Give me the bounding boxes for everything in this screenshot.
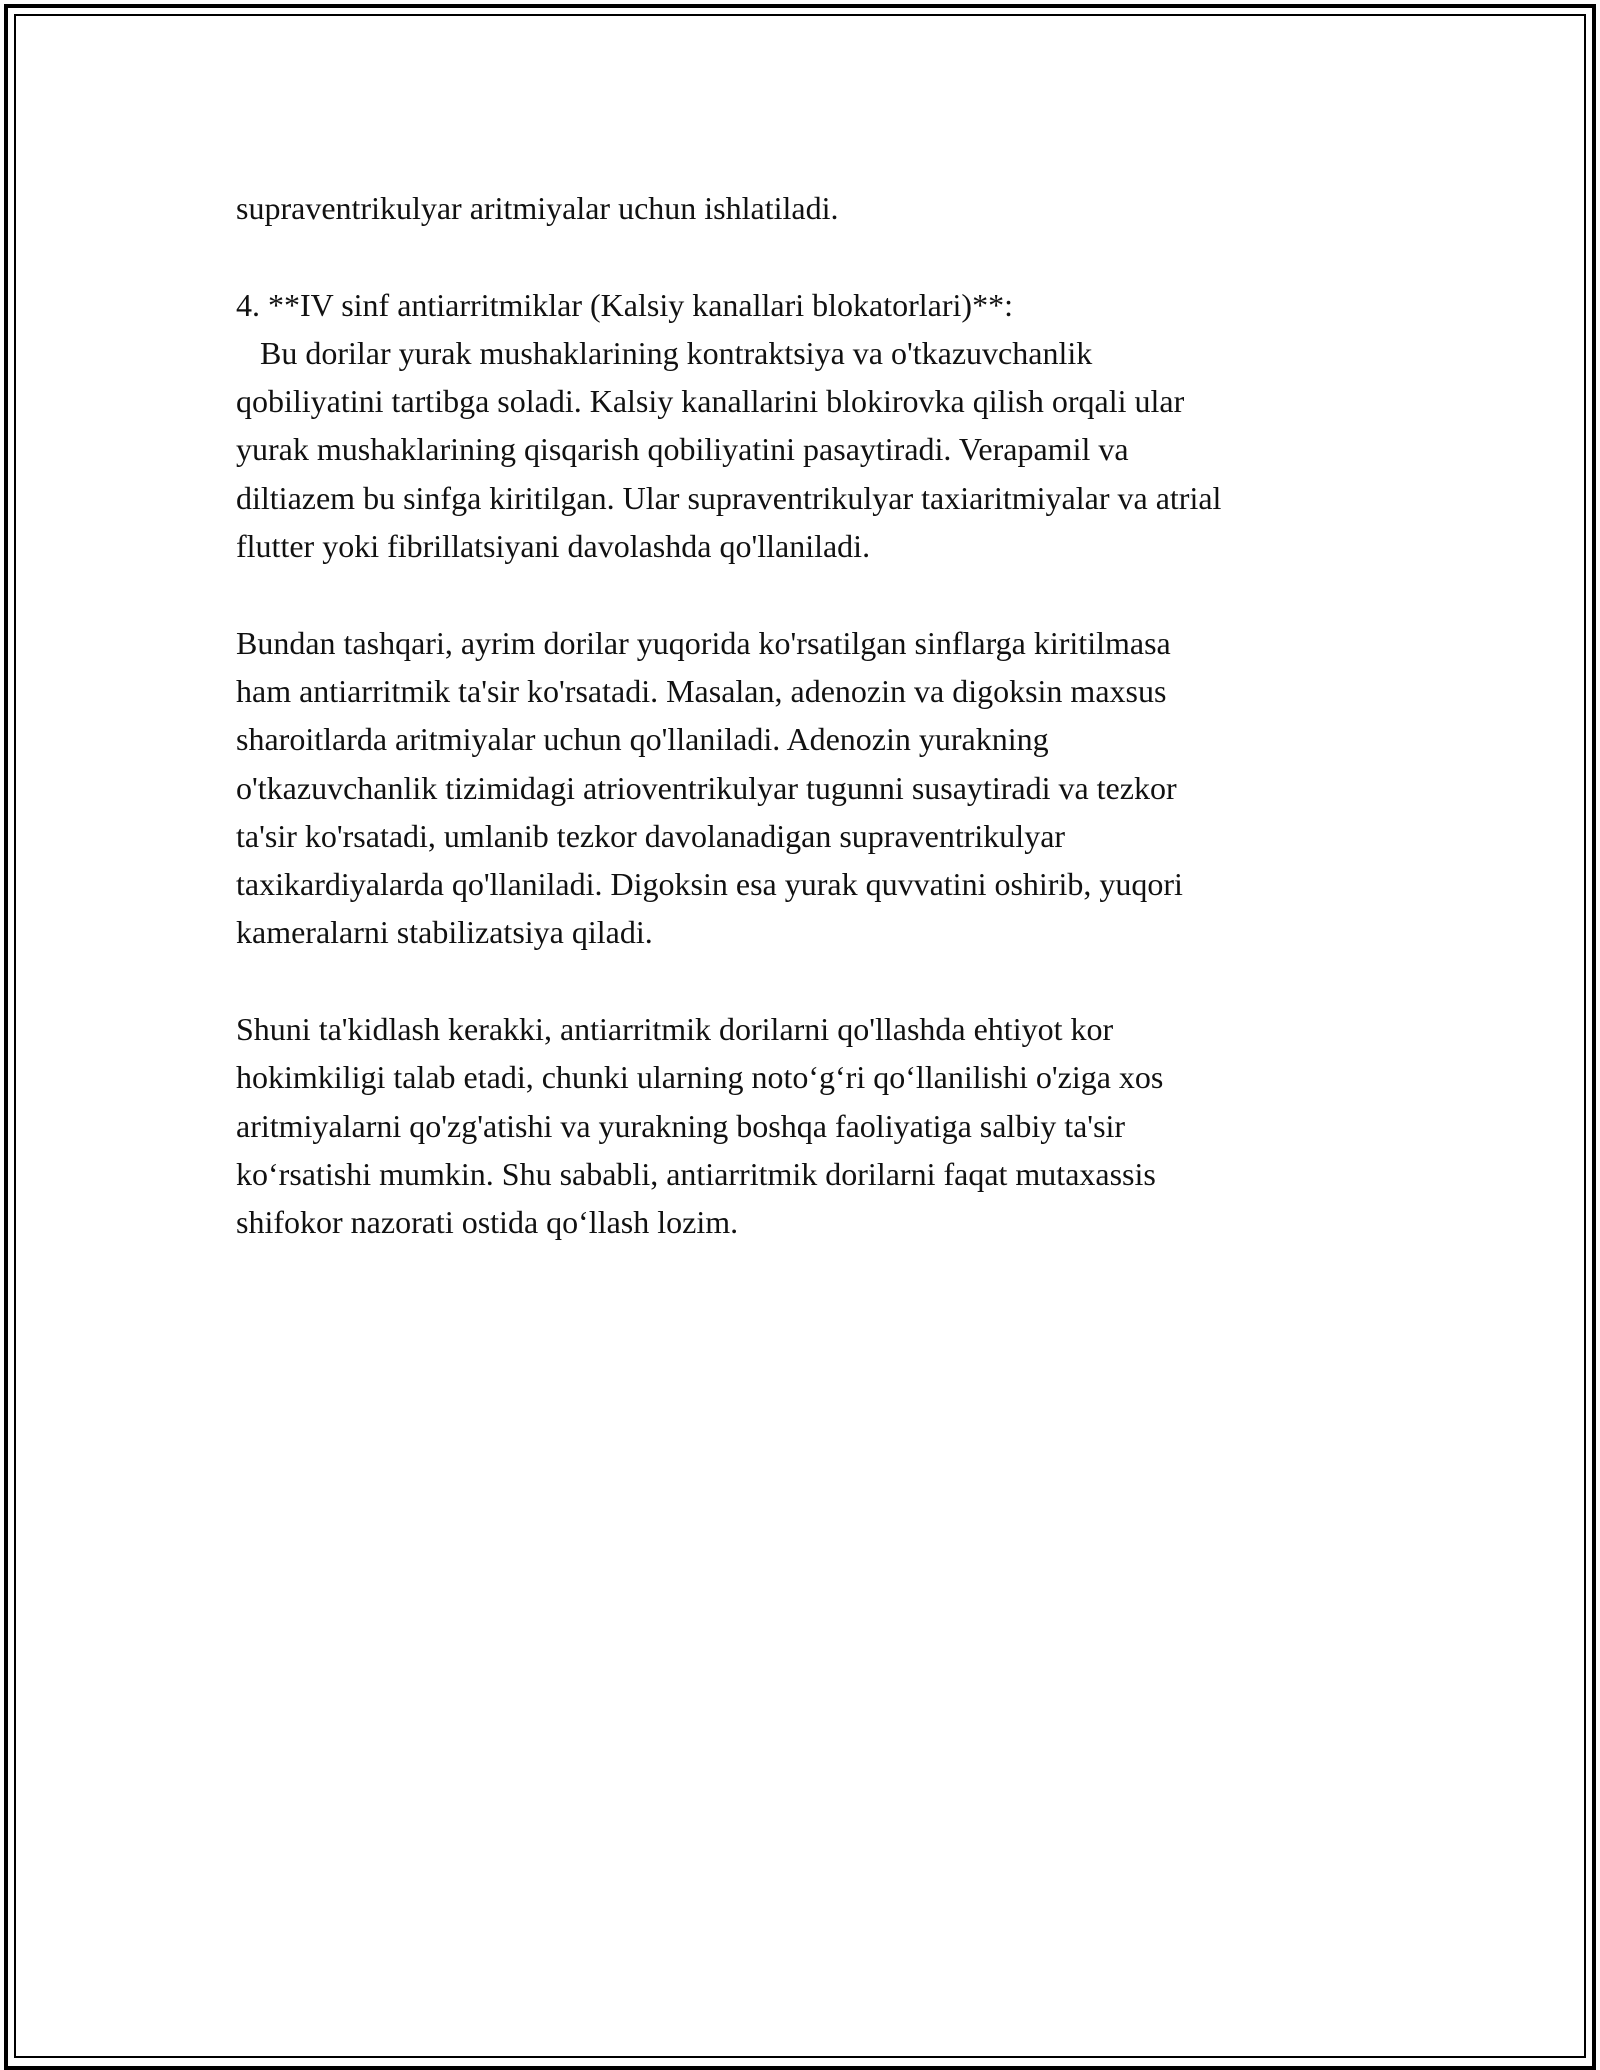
paragraph-conclusion (236, 1005, 1376, 1246)
section-heading: 4. **IV sinf antiarritmiklar (Kalsiy kanallari blokatorlari)**: (236, 286, 1013, 323)
text-line: Bundan tashqari, ayrim dorilar yuqorida ko'rsatilgan sinflarga kiritilmasa (236, 624, 1171, 661)
text-line: aritmiyalarni qo'zg'atishi va yurakning boshqa faoliyatiga salbiy ta'sir (236, 1107, 1126, 1144)
paragraph-continuation (236, 184, 1376, 232)
text-line: sharoitlarda aritmiyalar uchun qo'llaniladi. Adenozin yurakning (236, 721, 1049, 758)
text-line: o'tkazuvchanlik tizimidagi atrioventrikulyar tugunni susaytiradi va tezkor (236, 769, 1177, 806)
text-line: yurak mushaklarining qisqarish qobiliyatini pasaytiradi. Verapamil va (236, 431, 1129, 468)
text-line: kameralarni stabilizatsiya qiladi. (236, 914, 653, 951)
text-line: ko‘rsatishi mumkin. Shu sababli, antiarritmik dorilarni faqat mutaxassis (236, 1155, 1156, 1192)
text-line: Bu dorilar yurak mushaklarining kontraktsiya va o'tkazuvchanlik (236, 334, 1093, 371)
paragraph-class-iv-antiarrhythmics (236, 281, 1376, 571)
text-line: taxikardiyalarda qo'llaniladi. Digoksin esa yurak quvvatini oshirib, yuqori (236, 866, 1183, 903)
document-body (236, 184, 1376, 1295)
text-line: flutter yoki fibrillatsiyani davolashda qo'llaniladi. (236, 528, 871, 565)
text-line: supraventrikulyar aritmiyalar uchun ishlatiladi. (236, 190, 839, 226)
text-line: ta'sir ko'rsatadi, umlanib tezkor davolanadigan supraventrikulyar (236, 817, 1066, 854)
text-line: ham antiarritmik ta'sir ko'rsatadi. Masalan, adenozin va digoksin maxsus (236, 672, 1167, 709)
text-line: Shuni ta'kidlash kerakki, antiarritmik dorilarni qo'llashda ehtiyot kor (236, 1011, 1114, 1048)
text-line: qobiliyatini tartibga soladi. Kalsiy kanallarini blokirovka qilish orqali ular (236, 383, 1185, 420)
paragraph-other-drugs (236, 619, 1376, 957)
text-line: hokimkiligi talab etadi, chunki ularning noto‘g‘ri qo‘llanilishi o'ziga xos (236, 1059, 1164, 1096)
text-line: shifokor nazorati ostida qo‘llash lozim. (236, 1204, 739, 1241)
text-line: diltiazem bu sinfga kiritilgan. Ular supraventrikulyar taxiaritmiyalar va atrial (236, 479, 1222, 516)
